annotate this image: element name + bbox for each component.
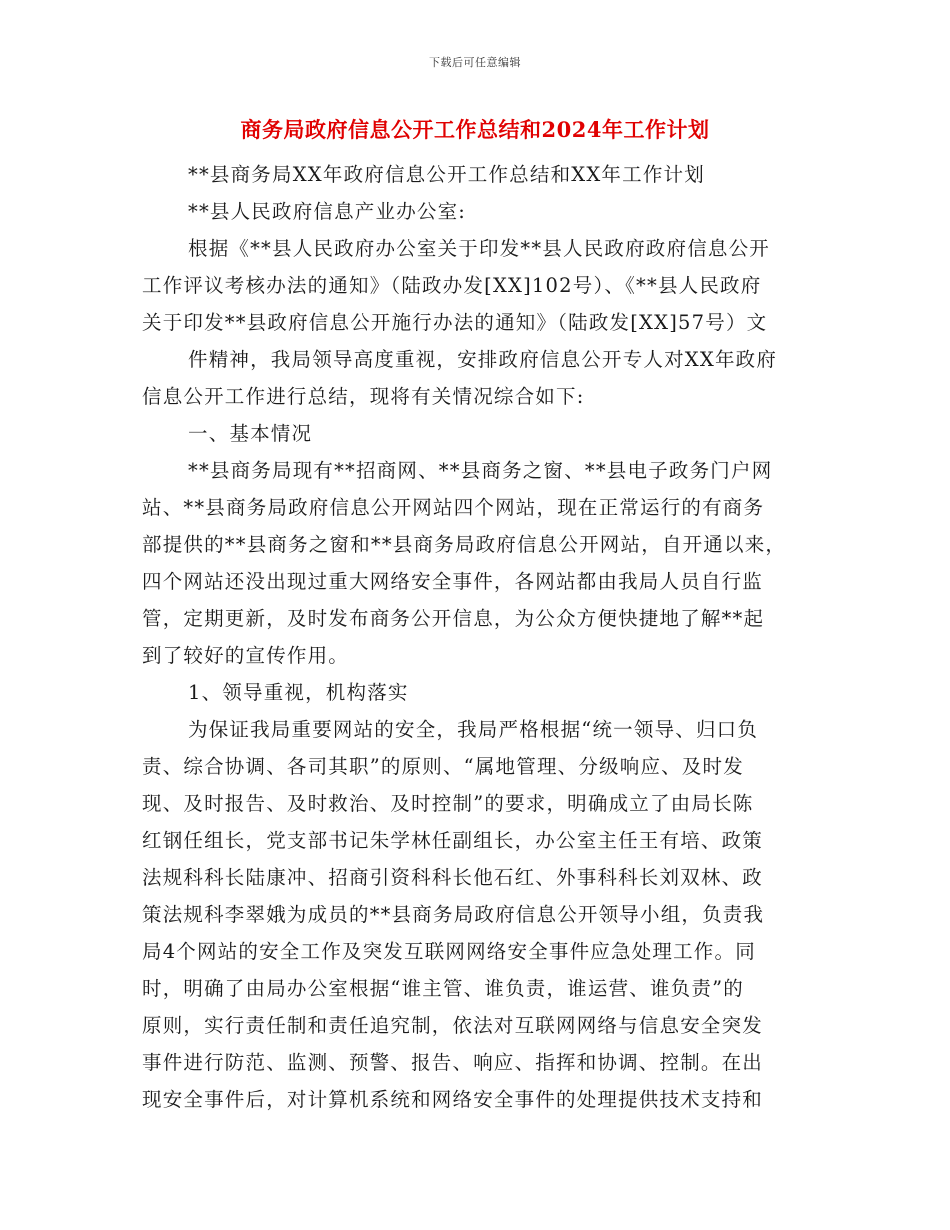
- text-line: **县商务局XX年政府信息公开工作总结和XX年工作计划: [188, 163, 705, 186]
- text-line: 责、综合协调、各司其职”的原则、“属地管理、分级响应、及时发: [142, 755, 744, 778]
- text-line: 站、**县商务局政府信息公开网站四个网站，现在正常运行的有商务: [142, 496, 765, 519]
- text-line: 根据《**县人民政府办公室关于印发**县人民政府政府信息公开: [188, 237, 771, 260]
- text-line: 原则，实行责任制和责任追究制，依法对互联网网络与信息安全突发: [142, 1014, 764, 1037]
- text-line: 四个网站还没出现过重大网络安全事件，各网站都由我局人员自行监: [142, 570, 764, 593]
- text-line: 关于印发**县政府信息公开施行办法的通知》（陆政发[XX]57号）文: [142, 311, 768, 334]
- text-line: 为保证我局重要网站的安全，我局严格根据“统一领导、归口负: [188, 718, 759, 741]
- text-line: 红钢任组长，党支部书记朱学林任副组长，办公室主任王有培、政策: [142, 829, 764, 852]
- text-line: 现安全事件后，对计算机系统和网络安全事件的处理提供技术支持和: [142, 1088, 764, 1111]
- text-line: **县人民政府信息产业办公室:: [188, 200, 467, 223]
- text-line: 管，定期更新，及时发布商务公开信息，为公众方便快捷地了解**起: [142, 607, 765, 630]
- header-note: 下载后可任意编辑: [429, 56, 521, 69]
- section-heading: 一、基本情况: [188, 422, 313, 445]
- text-line: 事件进行防范、监测、预警、报告、响应、指挥和协调、控制。在出: [142, 1051, 764, 1074]
- text-line: 工作评议考核办法的通知》（陆政办发[XX]102号）、《**县人民政府: [142, 274, 762, 297]
- document-title: 商务局政府信息公开工作总结和2024年工作计划: [240, 117, 710, 142]
- text-line: 现、及时报告、及时救治、及时控制”的要求，明确成立了由局长陈: [142, 792, 754, 815]
- text-line: 信息公开工作进行总结，现将有关情况综合如下:: [142, 385, 585, 408]
- text-line: 时，明确了由局办公室根据“谁主管、谁负责，谁运营、谁负责”的: [142, 977, 744, 1000]
- text-line: **县商务局现有**招商网、**县商务之窗、**县电子政务门户网: [188, 459, 773, 482]
- text-line: 件精神，我局领导高度重视，安排政府信息公开专人对XX年政府: [188, 348, 778, 371]
- text-line: 到了较好的宣传作用。: [142, 644, 350, 667]
- text-line: 部提供的**县商务之窗和**县商务局政府信息公开网站，自开通以来，: [142, 533, 787, 556]
- subsection-heading: 1、领导重视，机构落实: [188, 681, 409, 704]
- text-line: 法规科科长陆康冲、招商引资科科长他石红、外事科科长刘双林、政: [142, 866, 764, 889]
- text-line: 策法规科李翠娥为成员的**县商务局政府信息公开领导小组，负责我: [142, 903, 765, 926]
- text-line: 局4个网站的安全工作及突发互联网网络安全事件应急处理工作。同: [142, 940, 756, 963]
